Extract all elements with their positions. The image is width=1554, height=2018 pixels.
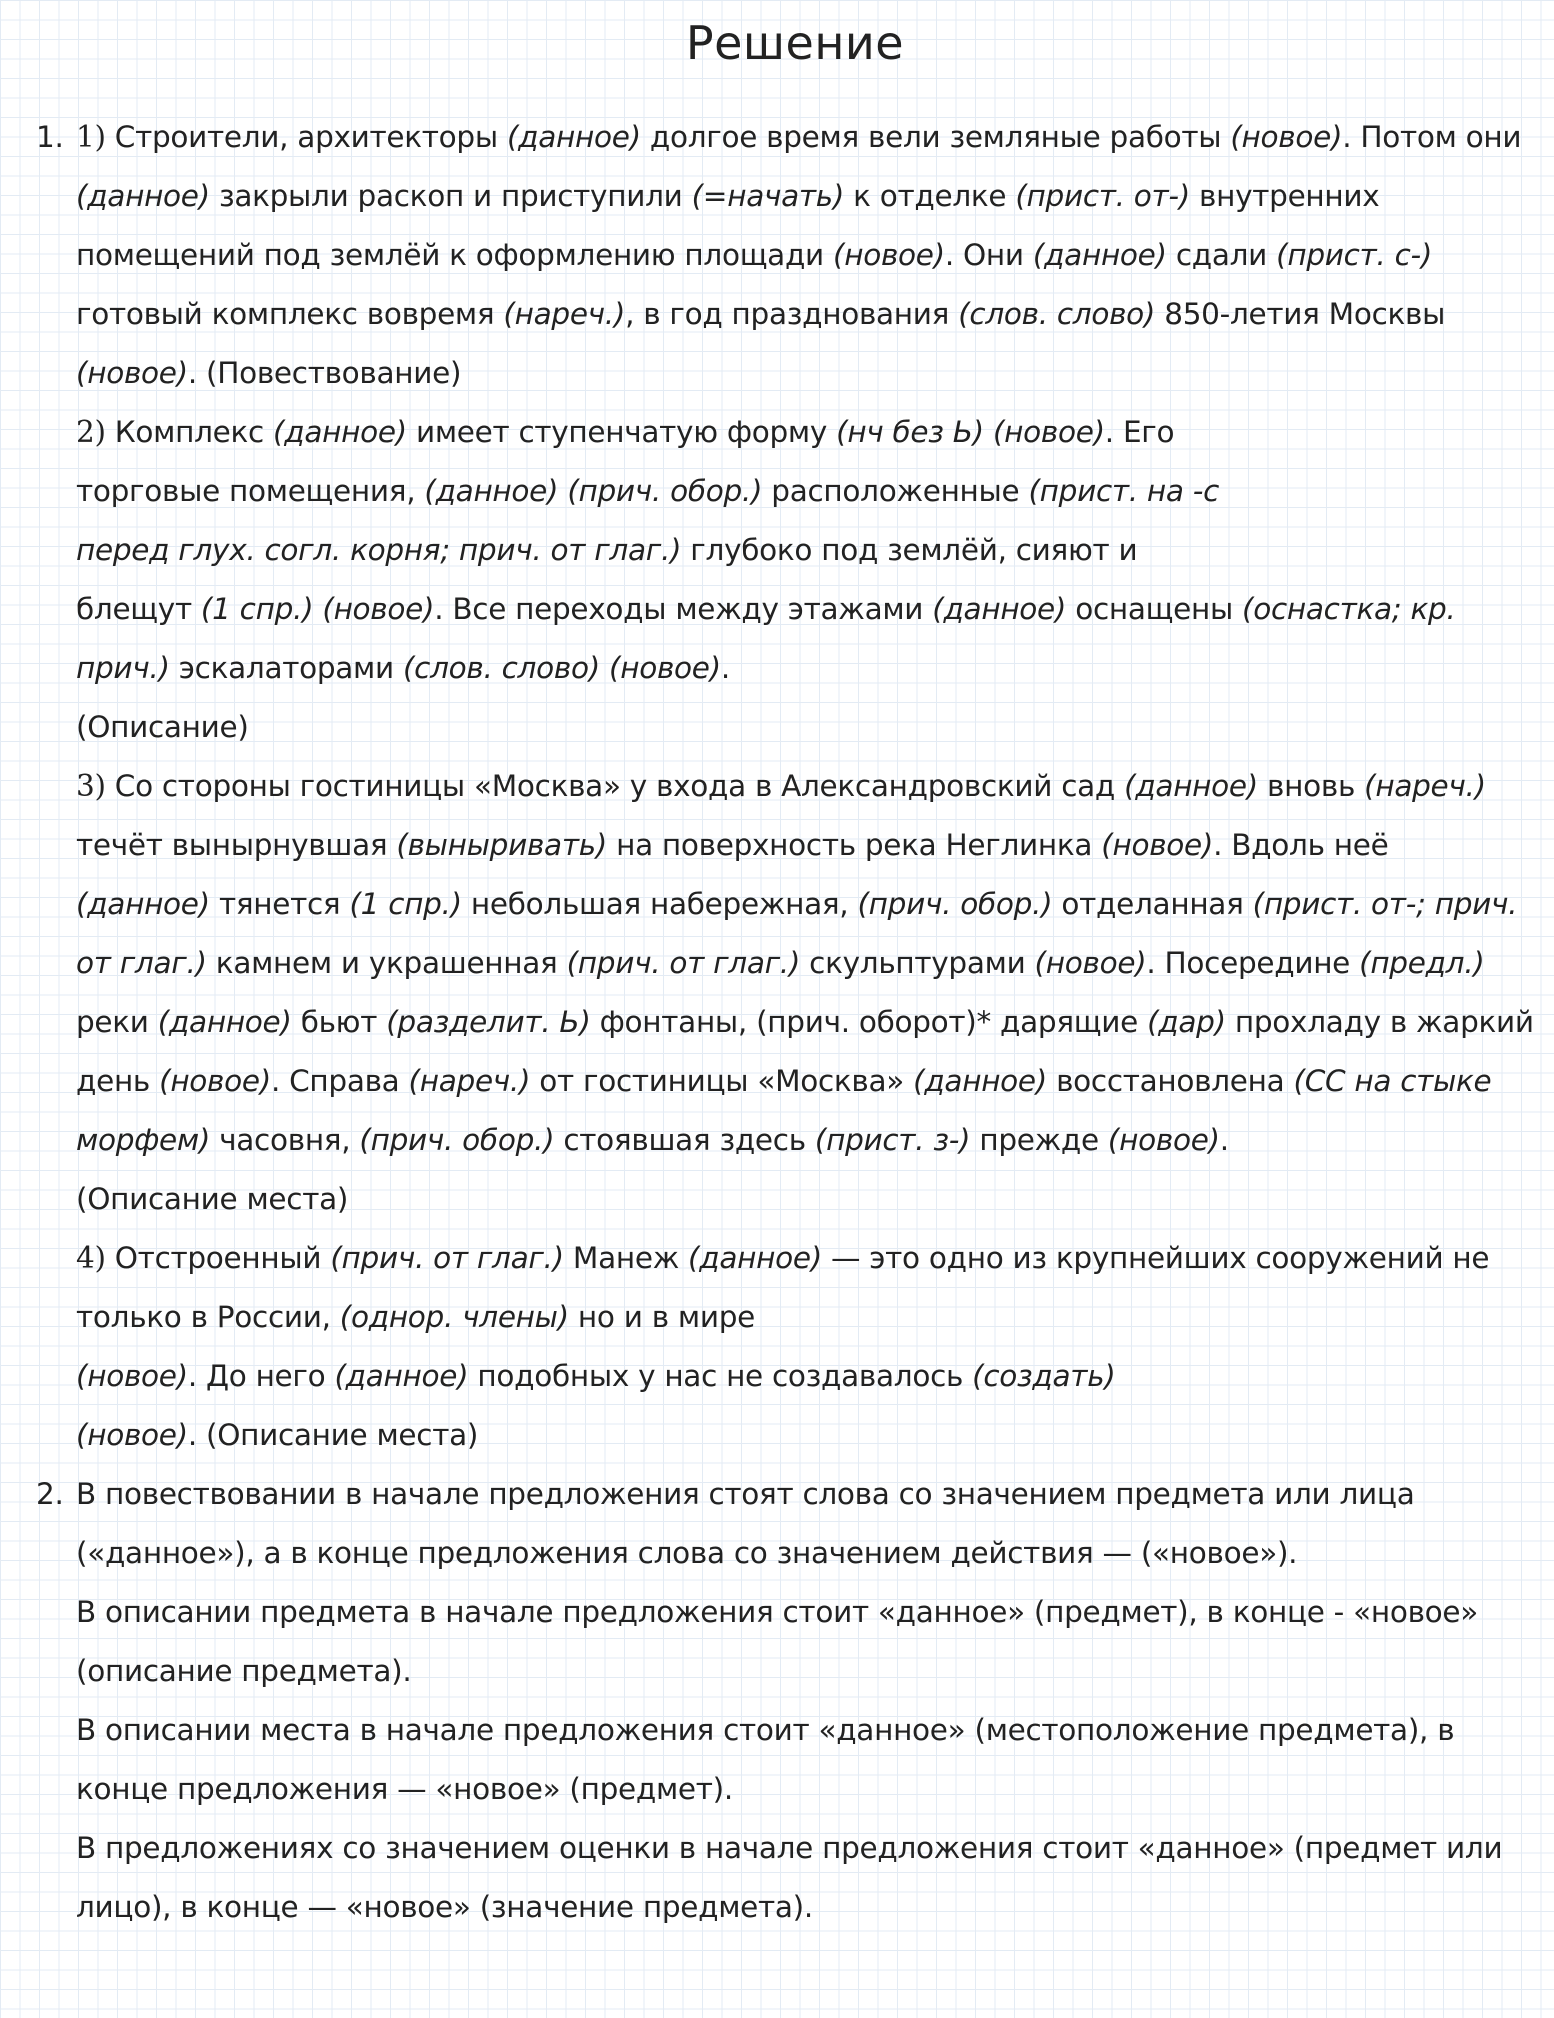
list-item-2 bbox=[36, 1465, 1526, 1937]
text-line: блещут (1 спр.) (новое). Все переходы между этажами (данное) оснащены (оснастка; кр. bbox=[76, 592, 1456, 626]
paragraph-label: 4) bbox=[76, 1241, 106, 1275]
text-line: В описании предмета в начале предложения стоит «данное» (предмет), в конце - «новое» bbox=[76, 1595, 1479, 1629]
line-text: Отстроенный (прич. от глаг.) Манеж (данное) — это одно из крупнейших сооружений не bbox=[114, 1241, 1490, 1275]
text-line: (новое). До него (данное) подобных у нас не создавалось (создать) bbox=[76, 1359, 1116, 1393]
line-text: Комплекс (данное) имеет ступенчатую форму (нч без Ь) (новое). Его bbox=[114, 415, 1175, 449]
text-line: (данное) закрыли раскоп и приступили (=начать) к отделке (прист. от-) внутренних bbox=[76, 179, 1380, 213]
text-line: прич.) эскалаторами (слов. слово) (новое). bbox=[76, 651, 730, 685]
paragraph-2 bbox=[76, 403, 1526, 757]
item-number: 1. bbox=[36, 120, 64, 154]
text-line: помещений под землёй к оформлению площади (новое). Они (данное) сдали (прист. с-) bbox=[76, 238, 1433, 272]
text-line: от глаг.) камнем и украшенная (прич. от глаг.) скульптурами (новое). Посередине (предл.) bbox=[76, 946, 1485, 980]
text-line: течёт вынырнувшая (выныривать) на поверхность река Неглинка (новое). Вдоль неё bbox=[76, 828, 1389, 862]
text-line: (данное) тянется (1 спр.) небольшая набережная, (прич. обор.) отделанная (прист. от-; прич. bbox=[76, 887, 1518, 921]
text-line: (Описание места) bbox=[76, 1182, 349, 1216]
paragraph-1 bbox=[76, 108, 1526, 403]
text-line: (новое). (Описание места) bbox=[76, 1418, 479, 1452]
text-line: день (новое). Справа (нареч.) от гостиницы «Москва» (данное) восстановлена (СС на стыке bbox=[76, 1064, 1492, 1098]
text-line bbox=[76, 757, 1526, 816]
paragraph-3 bbox=[76, 757, 1534, 1229]
solution-content bbox=[36, 108, 1534, 1937]
text-line: В повествовании в начале предложения стоят слова со значением предмета или лица bbox=[76, 1477, 1415, 1511]
text-line: (новое). (Повествование) bbox=[76, 356, 462, 390]
text-line: лицо), в конце — «новое» (значение предмета). bbox=[76, 1890, 813, 1924]
text-line: («данное»), а в конце предложения слова со значением действия — («новое»). bbox=[76, 1536, 1298, 1570]
text-line: В описании места в начале предложения стоит «данное» (местоположение предмета), в bbox=[76, 1713, 1455, 1747]
text-line bbox=[76, 1229, 1526, 1288]
text-line: реки (данное) бьют (разделит. Ь) фонтаны, (прич. оборот)* дарящие (дар) прохладу в жаркий bbox=[76, 1005, 1534, 1039]
text-line bbox=[76, 403, 1526, 462]
line-text: Со стороны гостиницы «Москва» у входа в Александровский сад (данное) вновь (нареч.) bbox=[114, 769, 1486, 803]
paragraph-label: 1) bbox=[76, 120, 106, 154]
text-line bbox=[76, 108, 1526, 167]
item-number: 2. bbox=[36, 1477, 64, 1511]
page-title: Решение bbox=[685, 16, 905, 70]
paragraph-4 bbox=[76, 1229, 1526, 1465]
text-line: конце предложения — «новое» (предмет). bbox=[76, 1772, 733, 1806]
text-line: перед глух. согл. корня; прич. от глаг.) глубоко под землёй, сияют и bbox=[76, 533, 1138, 567]
line-text: Строители, архитекторы (данное) долгое время вели земляные работы (новое). Потом они bbox=[114, 120, 1522, 154]
text-line: (описание предмета). bbox=[76, 1654, 412, 1688]
list-item-1 bbox=[36, 108, 1534, 1465]
paragraph-label: 3) bbox=[76, 769, 106, 803]
text-line: только в России, (однор. члены) но и в мире bbox=[76, 1300, 755, 1334]
text-line: торговые помещения, (данное) (прич. обор.) расположенные (прист. на -с bbox=[76, 474, 1220, 508]
paragraph-label: 2) bbox=[76, 415, 106, 449]
text-line: морфем) часовня, (прич. обор.) стоявшая здесь (прист. з-) прежде (новое). bbox=[76, 1123, 1229, 1157]
text-line: готовый комплекс вовремя (нареч.), в год празднования (слов. слово) 850-летия Москвы bbox=[76, 297, 1446, 331]
text-line: В предложениях со значением оценки в начале предложения стоит «данное» (предмет или bbox=[76, 1831, 1503, 1865]
text-line: (Описание) bbox=[76, 710, 249, 744]
